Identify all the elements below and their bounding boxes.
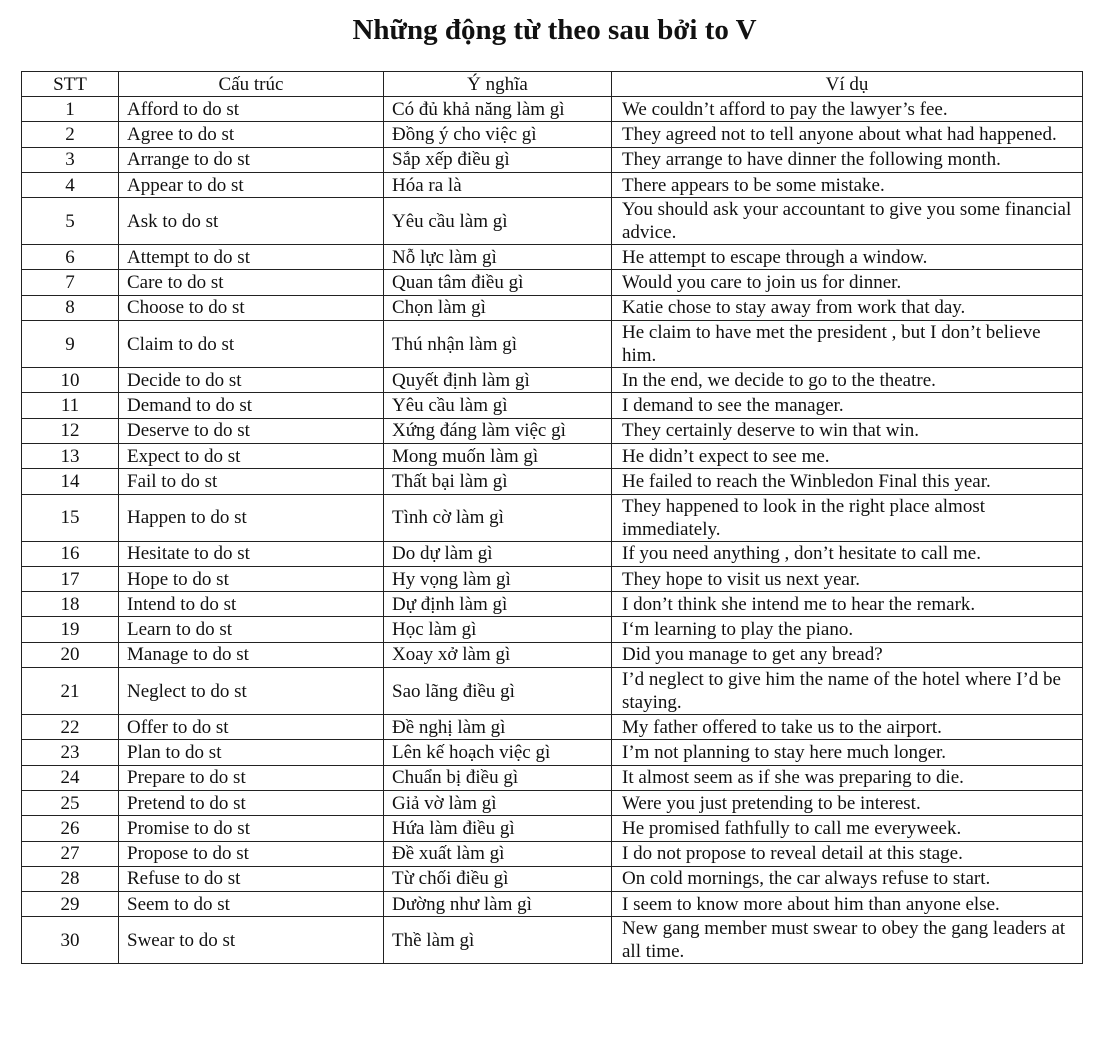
row-example: They certainly deserve to win that win. <box>612 418 1083 443</box>
row-example: I don’t think she intend me to hear the remark. <box>612 592 1083 617</box>
row-meaning: Yêu cầu làm gì <box>384 198 612 245</box>
table-row <box>22 418 1083 443</box>
row-stt: 16 <box>22 541 119 566</box>
row-meaning: Hứa làm điều gì <box>384 816 612 841</box>
row-stt: 29 <box>22 892 119 917</box>
row-meaning: Yêu cầu làm gì <box>384 393 612 418</box>
table-row <box>22 494 1083 541</box>
row-stt: 10 <box>22 368 119 393</box>
row-structure: Hesitate to do st <box>119 541 384 566</box>
verb-table <box>21 71 1083 964</box>
row-example: New gang member must swear to obey the gang leaders at all time. <box>612 917 1083 964</box>
row-structure: Propose to do st <box>119 841 384 866</box>
row-meaning: Sắp xếp điều gì <box>384 147 612 172</box>
row-stt: 18 <box>22 592 119 617</box>
table-row <box>22 321 1083 368</box>
row-stt: 22 <box>22 715 119 740</box>
row-example: They happened to look in the right place almost immediately. <box>612 494 1083 541</box>
row-structure: Arrange to do st <box>119 147 384 172</box>
row-stt: 6 <box>22 245 119 270</box>
row-example: I’d neglect to give him the name of the hotel where I’d be staying. <box>612 668 1083 715</box>
row-example: We couldn’t afford to pay the lawyer’s fee. <box>612 97 1083 122</box>
table-row <box>22 198 1083 245</box>
row-structure: Appear to do st <box>119 172 384 197</box>
row-stt: 7 <box>22 270 119 295</box>
header-meaning: Ý nghĩa <box>384 72 612 97</box>
table-row <box>22 270 1083 295</box>
row-meaning: Quan tâm điều gì <box>384 270 612 295</box>
row-structure: Manage to do st <box>119 642 384 667</box>
row-example: They agreed not to tell anyone about what had happened. <box>612 122 1083 147</box>
row-structure: Promise to do st <box>119 816 384 841</box>
row-structure: Intend to do st <box>119 592 384 617</box>
row-meaning: Quyết định làm gì <box>384 368 612 393</box>
row-stt: 3 <box>22 147 119 172</box>
row-structure: Happen to do st <box>119 494 384 541</box>
row-structure: Choose to do st <box>119 295 384 320</box>
table-row <box>22 765 1083 790</box>
table-row <box>22 147 1083 172</box>
row-example: On cold mornings, the car always refuse to start. <box>612 866 1083 891</box>
table-row <box>22 642 1083 667</box>
row-structure: Hope to do st <box>119 566 384 591</box>
page-title: Những động từ theo sau bởi to V <box>352 14 757 46</box>
row-example: My father offered to take us to the airport. <box>612 715 1083 740</box>
row-stt: 25 <box>22 790 119 815</box>
row-structure: Prepare to do st <box>119 765 384 790</box>
row-structure: Ask to do st <box>119 198 384 245</box>
row-stt: 2 <box>22 122 119 147</box>
row-example: He attempt to escape through a window. <box>612 245 1083 270</box>
row-example: He failed to reach the Winbledon Final this year. <box>612 469 1083 494</box>
table-row <box>22 172 1083 197</box>
row-example: He promised fathfully to call me everyweek. <box>612 816 1083 841</box>
row-stt: 5 <box>22 198 119 245</box>
row-example: I demand to see the manager. <box>612 393 1083 418</box>
row-meaning: Thú nhận làm gì <box>384 321 612 368</box>
row-meaning: Nỗ lực làm gì <box>384 245 612 270</box>
row-stt: 24 <box>22 765 119 790</box>
table-row <box>22 295 1083 320</box>
row-example: In the end, we decide to go to the theatre. <box>612 368 1083 393</box>
row-stt: 23 <box>22 740 119 765</box>
header-stt: STT <box>22 72 119 97</box>
row-structure: Agree to do st <box>119 122 384 147</box>
row-structure: Demand to do st <box>119 393 384 418</box>
row-example: Katie chose to stay away from work that day. <box>612 295 1083 320</box>
row-stt: 12 <box>22 418 119 443</box>
row-meaning: Học làm gì <box>384 617 612 642</box>
row-example: There appears to be some mistake. <box>612 172 1083 197</box>
row-stt: 26 <box>22 816 119 841</box>
row-structure: Swear to do st <box>119 917 384 964</box>
table-row <box>22 541 1083 566</box>
table-row <box>22 368 1083 393</box>
row-example: I seem to know more about him than anyone else. <box>612 892 1083 917</box>
row-stt: 11 <box>22 393 119 418</box>
row-meaning: Lên kế hoạch việc gì <box>384 740 612 765</box>
row-example: They hope to visit us next year. <box>612 566 1083 591</box>
row-stt: 17 <box>22 566 119 591</box>
row-structure: Seem to do st <box>119 892 384 917</box>
row-meaning: Mong muốn làm gì <box>384 443 612 468</box>
row-example: He claim to have met the president , but I don’t believe him. <box>612 321 1083 368</box>
row-structure: Plan to do st <box>119 740 384 765</box>
row-meaning: Thất bại làm gì <box>384 469 612 494</box>
row-stt: 14 <box>22 469 119 494</box>
row-stt: 15 <box>22 494 119 541</box>
table-row <box>22 790 1083 815</box>
row-stt: 8 <box>22 295 119 320</box>
row-meaning: Chuẩn bị điều gì <box>384 765 612 790</box>
row-meaning: Đồng ý cho việc gì <box>384 122 612 147</box>
row-example: It almost seem as if she was preparing to die. <box>612 765 1083 790</box>
table-row <box>22 566 1083 591</box>
table-row <box>22 740 1083 765</box>
table-row <box>22 841 1083 866</box>
table-row <box>22 917 1083 964</box>
row-meaning: Sao lãng điều gì <box>384 668 612 715</box>
row-meaning: Tình cờ làm gì <box>384 494 612 541</box>
row-meaning: Hóa ra là <box>384 172 612 197</box>
row-meaning: Do dự làm gì <box>384 541 612 566</box>
row-structure: Learn to do st <box>119 617 384 642</box>
row-meaning: Xoay xở làm gì <box>384 642 612 667</box>
header-example: Ví dụ <box>612 72 1083 97</box>
row-stt: 20 <box>22 642 119 667</box>
table-row <box>22 97 1083 122</box>
row-structure: Expect to do st <box>119 443 384 468</box>
row-meaning: Từ chối điều gì <box>384 866 612 891</box>
row-structure: Attempt to do st <box>119 245 384 270</box>
row-meaning: Hy vọng làm gì <box>384 566 612 591</box>
row-example: They arrange to have dinner the following month. <box>612 147 1083 172</box>
row-meaning: Có đủ khả năng làm gì <box>384 97 612 122</box>
table-body <box>22 97 1083 964</box>
table-row <box>22 715 1083 740</box>
row-stt: 4 <box>22 172 119 197</box>
row-structure: Refuse to do st <box>119 866 384 891</box>
row-example: Did you manage to get any bread? <box>612 642 1083 667</box>
table-row <box>22 668 1083 715</box>
row-stt: 28 <box>22 866 119 891</box>
row-stt: 30 <box>22 917 119 964</box>
row-meaning: Đề xuất làm gì <box>384 841 612 866</box>
row-structure: Offer to do st <box>119 715 384 740</box>
row-example: Were you just pretending to be interest. <box>612 790 1083 815</box>
row-meaning: Dường như làm gì <box>384 892 612 917</box>
row-example: He didn’t expect to see me. <box>612 443 1083 468</box>
row-example: If you need anything , don’t hesitate to call me. <box>612 541 1083 566</box>
row-example: I’m not planning to stay here much longer. <box>612 740 1083 765</box>
row-stt: 13 <box>22 443 119 468</box>
row-structure: Afford to do st <box>119 97 384 122</box>
row-meaning: Dự định làm gì <box>384 592 612 617</box>
table-row <box>22 469 1083 494</box>
row-meaning: Xứng đáng làm việc gì <box>384 418 612 443</box>
table-row <box>22 816 1083 841</box>
row-meaning: Đề nghị làm gì <box>384 715 612 740</box>
row-meaning: Giả vờ làm gì <box>384 790 612 815</box>
row-example: Would you care to join us for dinner. <box>612 270 1083 295</box>
row-stt: 1 <box>22 97 119 122</box>
row-structure: Pretend to do st <box>119 790 384 815</box>
row-stt: 27 <box>22 841 119 866</box>
table-row <box>22 866 1083 891</box>
row-stt: 9 <box>22 321 119 368</box>
table-row <box>22 892 1083 917</box>
row-example: I‘m learning to play the piano. <box>612 617 1083 642</box>
row-meaning: Thề làm gì <box>384 917 612 964</box>
row-example: I do not propose to reveal detail at this stage. <box>612 841 1083 866</box>
row-structure: Claim to do st <box>119 321 384 368</box>
row-structure: Neglect to do st <box>119 668 384 715</box>
row-meaning: Chọn làm gì <box>384 295 612 320</box>
row-structure: Deserve to do st <box>119 418 384 443</box>
row-stt: 19 <box>22 617 119 642</box>
table-header-row <box>22 72 1083 97</box>
row-structure: Care to do st <box>119 270 384 295</box>
row-stt: 21 <box>22 668 119 715</box>
row-example: You should ask your accountant to give you some financial advice. <box>612 198 1083 245</box>
table-row <box>22 617 1083 642</box>
table-row <box>22 393 1083 418</box>
row-structure: Decide to do st <box>119 368 384 393</box>
table-row <box>22 592 1083 617</box>
table-row <box>22 245 1083 270</box>
table-row <box>22 443 1083 468</box>
row-structure: Fail to do st <box>119 469 384 494</box>
header-structure: Cấu trúc <box>119 72 384 97</box>
table-row <box>22 122 1083 147</box>
